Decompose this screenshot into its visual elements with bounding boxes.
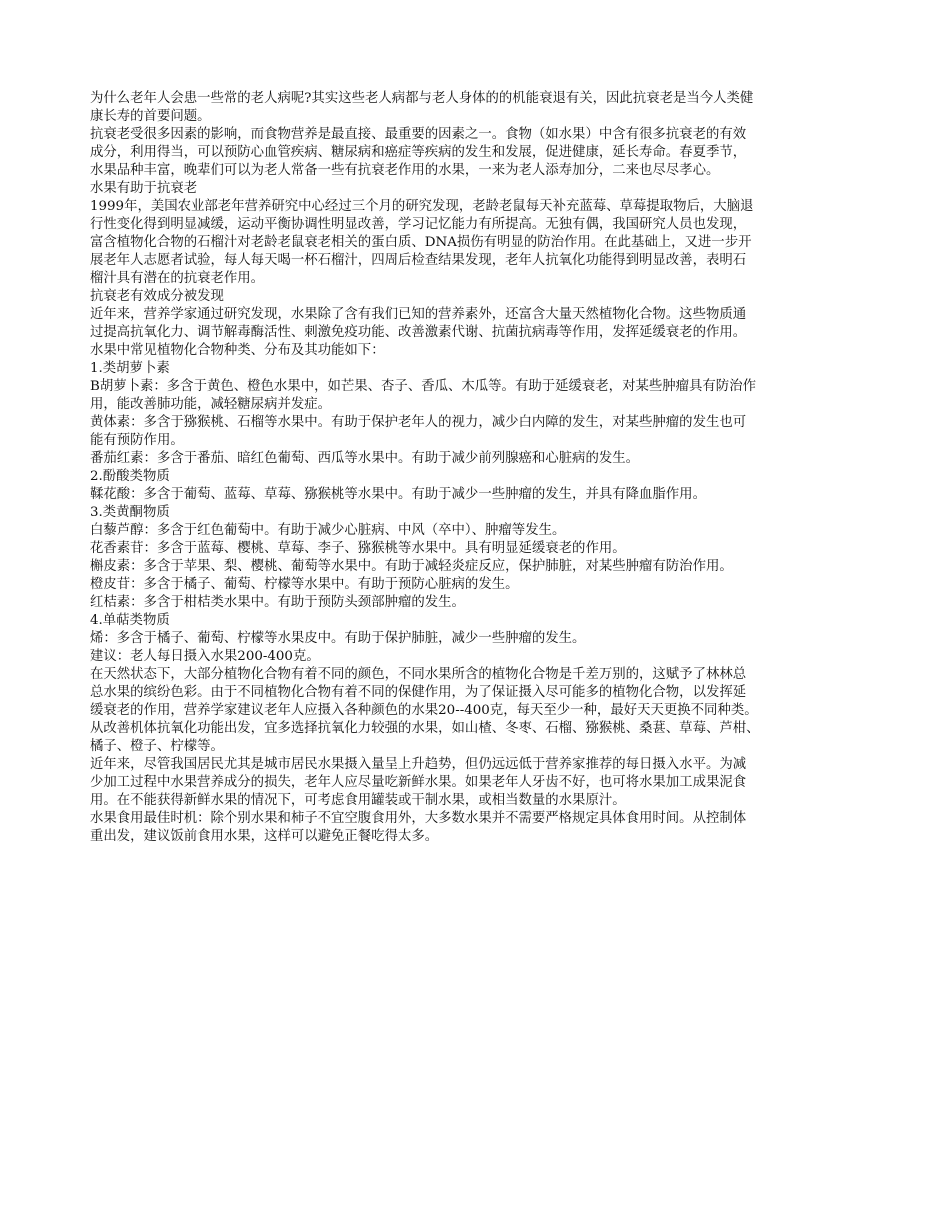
heading-text: 3.类黄酮物质	[90, 505, 170, 520]
item-beta-carotene	[90, 378, 875, 414]
text-line: 榴汁具有潜在的抗衰老作用。	[90, 271, 265, 286]
text-line: 在天然状态下，大部分植物化合物有着不同的颜色，不同水果所含的植物化合物是千差万别的，这赋予了林林总	[90, 667, 747, 682]
text-line: 烯：多含于橘子、葡萄、柠檬等水果皮中。有助于保护肺脏，减少一些肿瘤的发生。	[90, 631, 586, 646]
text-line: 行性变化得到明显减缓，运动平衡协调性明显改善，学习记忆能力有所提高。无独有偶，我国研究人员也发现，	[90, 217, 747, 232]
text-line: Β胡萝卜素：多含于黄色、橙色水果中，如芒果、杏子、香瓜、木瓜等。有助于延缓衰老，对某些肿瘤具有防治作	[90, 379, 756, 394]
intake-trend-paragraph	[90, 756, 875, 810]
category-heading-phenolic-acids	[90, 468, 875, 486]
document-body	[90, 90, 875, 846]
text-line: 1999年，美国农业部老年营养研究中心经过三个月的研究发现，老龄老鼠每天补充蓝莓、草莓提取物后，大脑退	[90, 199, 754, 214]
category-heading-flavonoids	[90, 504, 875, 522]
text-line: 鞣花酸：多含于葡萄、蓝莓、草莓、猕猴桃等水果中。有助于减少一些肿瘤的发生，并具有降血脂作用。	[90, 487, 706, 502]
item-resveratrol	[90, 522, 875, 540]
text-line: 能有预防作用。	[90, 433, 184, 448]
text-line: 用。在不能获得新鲜水果的情况下，可考虑食用罐装或干制水果，或相当数量的水果原汁。	[90, 793, 626, 808]
heading-text: 2.酚酸类物质	[90, 469, 170, 484]
color-variety-paragraph	[90, 666, 875, 720]
text-line: 总水果的缤纷色彩。由于不同植物化合物有着不同的保健作用，为了保证摄入尽可能多的植物化合物，以发挥延	[90, 685, 747, 700]
item-limonene	[90, 630, 875, 648]
item-tangeretin	[90, 594, 875, 612]
item-anthocyanin	[90, 540, 875, 558]
text-line: 富含植物化合物的石榴汁对老龄老鼠衰老相关的蛋白质、DNA损伤有明显的防治作用。在此基础上，又进一步开	[90, 235, 752, 250]
item-hesperidin	[90, 576, 875, 594]
text-line: 重出发，建议饭前食用水果，这样可以避免正餐吃得太多。	[90, 829, 439, 844]
text-line: 过提高抗氧化力、调节解毒酶活性、刺激免疫功能、改善激素代谢、抗菌抗病毒等作用，发挥延缓衰老的作用。	[90, 325, 747, 340]
best-timing-paragraph	[90, 810, 875, 846]
text-line: 近年来，营养学家通过研究发现，水果除了含有我们已知的营养素外，还富含大量天然植物化合物。这些物质通	[90, 307, 747, 322]
heading-text: 水果有助于抗衰老	[90, 181, 198, 196]
text-line: 黄体素：多含于猕猴桃、石榴等水果中。有助于保护老年人的视力，减少白内障的发生，对某些肿瘤的发生也可	[90, 415, 747, 430]
text-line: 近年来，尽管我国居民尤其是城市居民水果摄入量呈上升趋势，但仍远远低于营养家推荐的每日摄入水平。为减	[90, 757, 747, 772]
recommendation	[90, 648, 875, 666]
text-line: 水果食用最佳时机：除个别水果和柿子不宜空腹食用外，大多数水果并不需要严格规定具体食用时间。从控制体	[90, 811, 747, 826]
text-line: 白藜芦醇：多含于红色葡萄中。有助于减少心脏病、中风（卒中）、肿瘤等发生。	[90, 523, 566, 538]
category-heading-monoterpenes	[90, 612, 875, 630]
item-lutein	[90, 414, 875, 450]
heading-text: 4.单萜类物质	[90, 613, 170, 628]
heading-text: 1.类胡萝卜素	[90, 361, 170, 376]
item-ellagic-acid	[90, 486, 875, 504]
list-intro	[90, 342, 875, 360]
antioxidant-fruits-paragraph	[90, 720, 875, 756]
overview-paragraph	[90, 126, 875, 180]
components-paragraph	[90, 306, 875, 342]
section-heading-effective-components	[90, 288, 875, 306]
text-line: 成分，利用得当，可以预防心血管疾病、糖尿病和癌症等疾病的发生和发展，促进健康，延长寿命。春夏季节，	[90, 145, 747, 160]
section-heading-fruit-anti-aging	[90, 180, 875, 198]
text-line: 抗衰老受很多因素的影响，而食物营养是最直接、最重要的因素之一。食物（如水果）中含有很多抗衰老的有效	[90, 127, 747, 142]
text-line: 橘子、橙子、柠檬等。	[90, 739, 224, 754]
text-line: 红桔素：多含于柑桔类水果中。有助于预防头颈部肿瘤的发生。	[90, 595, 465, 610]
text-line: 缓衰老的作用，营养学家建议老年人应摄入各种颜色的水果20--400克，每天至少一种，最好天天更换不同种类。	[90, 703, 758, 718]
text-line: 水果中常见植物化合物种类、分布及其功能如下：	[90, 343, 385, 358]
text-line: 橙皮苷：多含于橘子、葡萄、柠檬等水果中。有助于预防心脏病的发生。	[90, 577, 519, 592]
text-line: 从改善机体抗氧化功能出发，宜多选择抗氧化力较强的水果，如山楂、冬枣、石榴、猕猴桃、桑葚、草莓、芦柑、	[90, 721, 760, 736]
text-line: 番茄红素：多含于番茄、暗红色葡萄、西瓜等水果中。有助于减少前列腺癌和心脏病的发生。	[90, 451, 640, 466]
text-line: 水果品种丰富，晚辈们可以为老人常备一些有抗衰老作用的水果，一来为老人添寿加分，二来也尽尽孝心。	[90, 163, 720, 178]
text-line: 为什么老年人会患一些常的老人病呢?其实这些老人病都与老人身体的的机能衰退有关，因此抗衰老是当今人类健	[90, 91, 754, 106]
research-paragraph	[90, 198, 875, 288]
text-line: 花香素苷：多含于蓝莓、樱桃、草莓、李子、猕猴桃等水果中。具有明显延缓衰老的作用。	[90, 541, 626, 556]
text-line: 少加工过程中水果营养成分的损失，老年人应尽量吃新鲜水果。如果老年人牙齿不好，也可将水果加工成果泥食	[90, 775, 747, 790]
text-line: 用，能改善肺功能，减轻糖尿病并发症。	[90, 397, 332, 412]
item-quercetin	[90, 558, 875, 576]
text-line: 槲皮素：多含于苹果、梨、樱桃、葡萄等水果中。有助于减轻炎症反应，保护肺脏，对某些肿瘤有防治作用。	[90, 559, 733, 574]
item-lycopene	[90, 450, 875, 468]
category-heading-carotenoids	[90, 360, 875, 378]
text-line: 建议：老人每日摄入水果200-400克。	[90, 649, 320, 664]
text-line: 展老年人志愿者试验，每人每天喝一杯石榴汁，四周后检查结果发现，老年人抗氧化功能得到明显改善，表明石	[90, 253, 747, 268]
heading-text: 抗衰老有效成分被发现	[90, 289, 224, 304]
text-line: 康长寿的首要问题。	[90, 109, 211, 124]
intro-paragraph	[90, 90, 875, 126]
